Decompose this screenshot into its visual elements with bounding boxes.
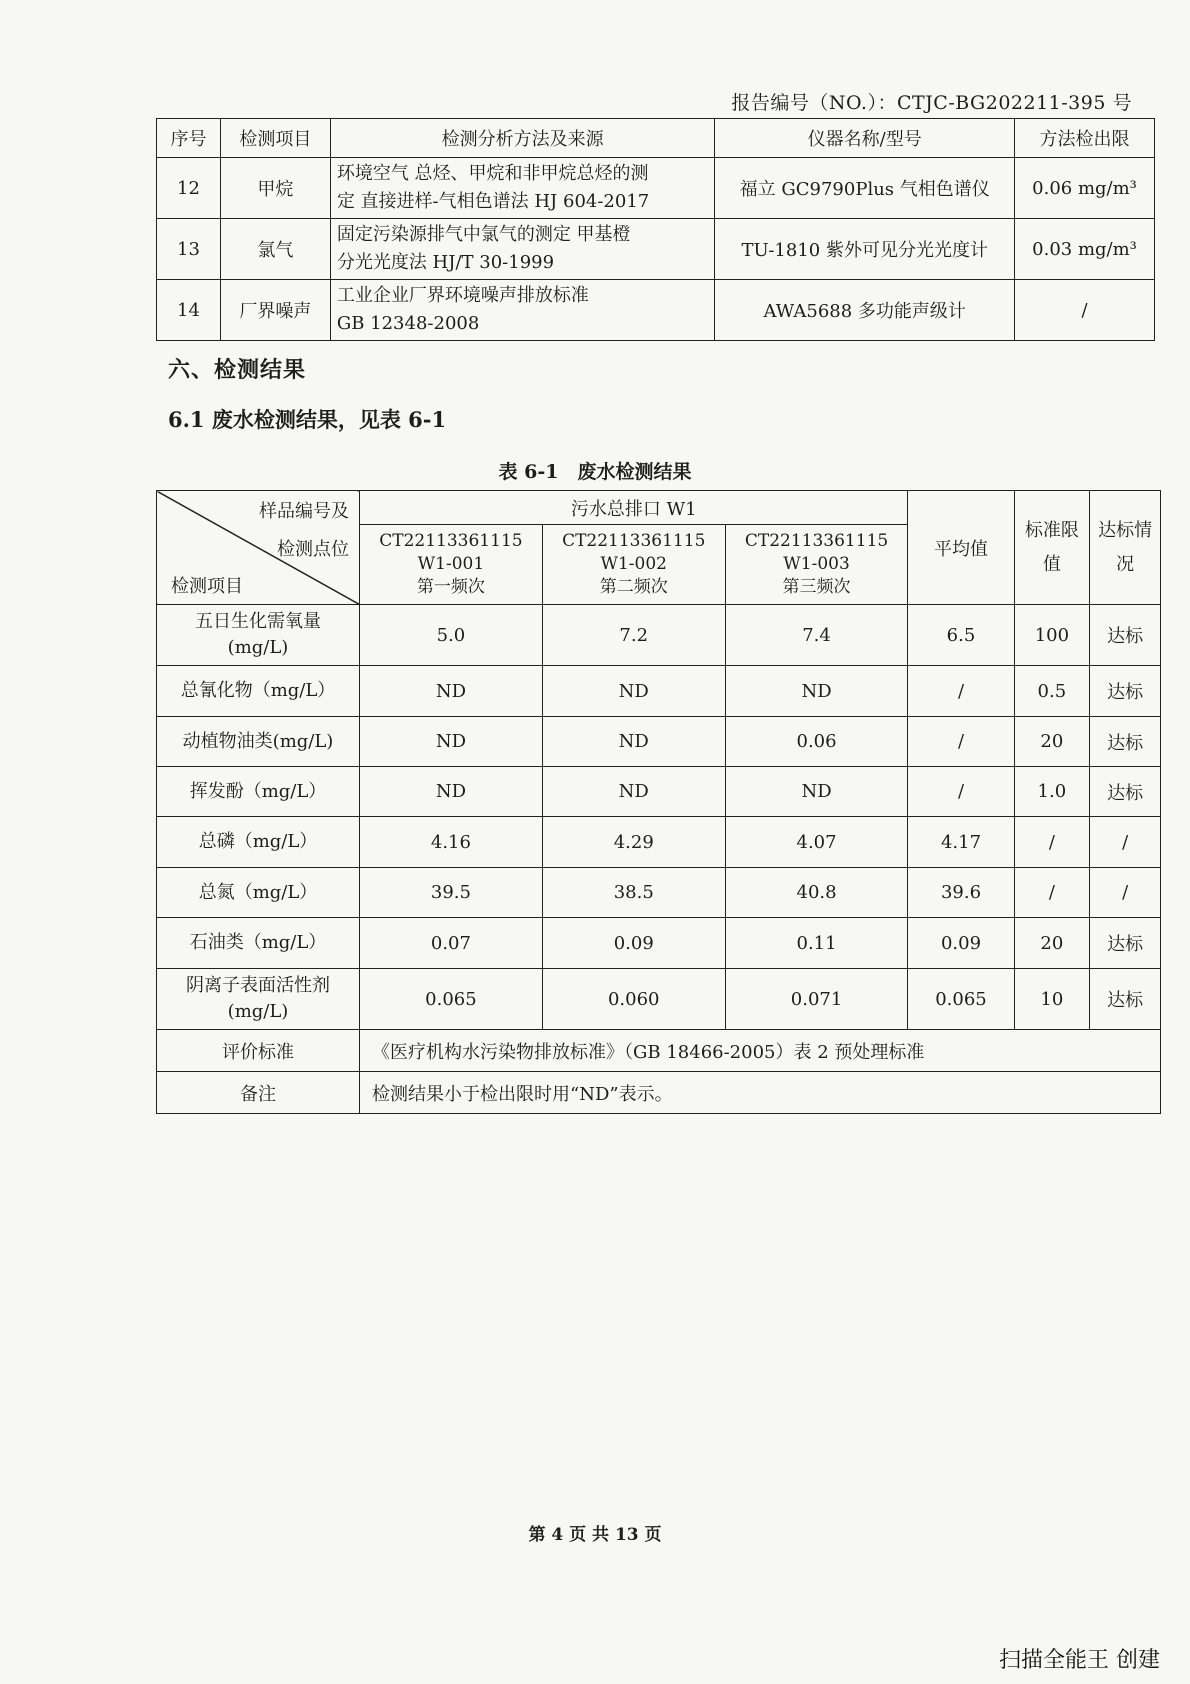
- table-row: [157, 280, 1155, 341]
- row-instrument: AWA5688 多功能声级计: [715, 280, 1015, 341]
- row-std: 10: [1014, 969, 1090, 1030]
- table-row: [157, 969, 1161, 1030]
- diag-top-label: 样品编号及: [259, 501, 350, 522]
- row-pass: 达标: [1090, 969, 1161, 1030]
- eval-label: 评价标准: [157, 1030, 360, 1072]
- header-instrument: 仪器名称/型号: [715, 119, 1015, 158]
- row-std: /: [1014, 817, 1090, 868]
- table-caption: 表 6-1 废水检测结果: [498, 461, 692, 483]
- row-pass: 达标: [1090, 767, 1161, 817]
- row-value: 5.0: [360, 605, 543, 666]
- result-header-row: [157, 491, 1161, 525]
- row-item: 五日生化需氧量 (mg/L): [157, 605, 360, 666]
- pass-header: 达标情况: [1090, 491, 1161, 605]
- row-value: 7.2: [542, 605, 725, 666]
- table-row: [157, 605, 1161, 666]
- row-value: 4.16: [360, 817, 543, 868]
- method-table-header: [157, 119, 1155, 158]
- row-method: 环境空气 总烃、甲烷和非甲烷总烃的测 定 直接进样-气相色谱法 HJ 604-2017: [330, 158, 715, 219]
- location-header: 污水总排口 W1: [360, 491, 908, 525]
- row-avg: 4.17: [908, 817, 1014, 868]
- row-value: ND: [542, 666, 725, 717]
- avg-header: 平均值: [908, 491, 1014, 605]
- section-title: 六、检测结果: [168, 357, 307, 383]
- row-value: 0.06: [725, 717, 908, 767]
- std-header: 标准限值: [1014, 491, 1090, 605]
- row-avg: /: [908, 666, 1014, 717]
- report-number: 报告编号（NO.）：CTJC-BG202211-395 号: [731, 92, 1132, 114]
- row-item: 挥发酚（mg/L）: [157, 767, 360, 817]
- row-item: 总氮（mg/L）: [157, 868, 360, 918]
- row-value: ND: [360, 717, 543, 767]
- row-item: 甲烷: [220, 158, 330, 219]
- row-value: 0.071: [725, 969, 908, 1030]
- row-value: 0.060: [542, 969, 725, 1030]
- row-method: 固定污染源排气中氯气的测定 甲基橙 分光光度法 HJ/T 30-1999: [330, 219, 715, 280]
- row-value: 0.09: [542, 918, 725, 969]
- table-row: [157, 918, 1161, 969]
- table-row: [157, 717, 1161, 767]
- row-method: 工业企业厂界环境噪声排放标准 GB 12348-2008: [330, 280, 715, 341]
- evaluation-row: [157, 1030, 1161, 1072]
- header-item: 检测项目: [220, 119, 330, 158]
- row-value: 38.5: [542, 868, 725, 918]
- diag-mid-label: 检测点位: [277, 539, 350, 560]
- row-item: 阴离子表面活性剂 (mg/L): [157, 969, 360, 1030]
- table-row: [157, 219, 1155, 280]
- row-item: 氯气: [220, 219, 330, 280]
- row-item: 动植物油类(mg/L): [157, 717, 360, 767]
- row-pass: 达标: [1090, 918, 1161, 969]
- row-item: 厂界噪声: [220, 280, 330, 341]
- row-std: 20: [1014, 918, 1090, 969]
- sample-header: CT22113361115 W1-002 第二频次: [542, 525, 725, 605]
- row-value: 39.5: [360, 868, 543, 918]
- diagonal-header-cell: [157, 491, 360, 605]
- row-value: 0.07: [360, 918, 543, 969]
- row-value: 7.4: [725, 605, 908, 666]
- row-pass: 达标: [1090, 717, 1161, 767]
- header-limit: 方法检出限: [1015, 119, 1155, 158]
- row-no: 12: [157, 158, 221, 219]
- note-value: 检测结果小于检出限时用“ND”表示。: [360, 1072, 1161, 1114]
- row-pass: /: [1090, 868, 1161, 918]
- note-label: 备注: [157, 1072, 360, 1114]
- row-avg: 39.6: [908, 868, 1014, 918]
- page-number: 第 4 页 共 13 页: [528, 1525, 662, 1545]
- row-value: 4.29: [542, 817, 725, 868]
- table-row: [157, 817, 1161, 868]
- row-avg: 0.065: [908, 969, 1014, 1030]
- method-table: [156, 118, 1155, 341]
- row-instrument: TU-1810 紫外可见分光光度计: [715, 219, 1015, 280]
- table-row: [157, 868, 1161, 918]
- table-row: [157, 158, 1155, 219]
- diag-bottom-label: 检测项目: [171, 576, 243, 597]
- row-value: ND: [542, 717, 725, 767]
- wastewater-result-table: [156, 490, 1161, 1114]
- row-limit: 0.03 mg/m³: [1015, 219, 1155, 280]
- row-limit: 0.06 mg/m³: [1015, 158, 1155, 219]
- row-value: ND: [725, 767, 908, 817]
- row-avg: /: [908, 717, 1014, 767]
- scanner-watermark: 扫描全能王 创建: [999, 1648, 1160, 1673]
- eval-value: 《医疗机构水污染物排放标准》（GB 18466-2005）表 2 预处理标准: [360, 1030, 1161, 1072]
- header-method: 检测分析方法及来源: [330, 119, 715, 158]
- table-row: [157, 666, 1161, 717]
- header-no: 序号: [157, 119, 221, 158]
- row-value: ND: [542, 767, 725, 817]
- row-pass: 达标: [1090, 666, 1161, 717]
- row-value: 0.11: [725, 918, 908, 969]
- row-std: /: [1014, 868, 1090, 918]
- row-value: 0.065: [360, 969, 543, 1030]
- row-std: 0.5: [1014, 666, 1090, 717]
- sample-header: CT22113361115 W1-001 第一频次: [360, 525, 543, 605]
- row-instrument: 福立 GC9790Plus 气相色谱仪: [715, 158, 1015, 219]
- sample-header: CT22113361115 W1-003 第三频次: [725, 525, 908, 605]
- row-avg: 6.5: [908, 605, 1014, 666]
- row-value: 4.07: [725, 817, 908, 868]
- row-limit: /: [1015, 280, 1155, 341]
- row-no: 13: [157, 219, 221, 280]
- row-value: ND: [725, 666, 908, 717]
- table-row: [157, 767, 1161, 817]
- row-item: 总氰化物（mg/L）: [157, 666, 360, 717]
- row-value: 40.8: [725, 868, 908, 918]
- row-pass: /: [1090, 817, 1161, 868]
- section-subtitle: 6.1 废水检测结果，见表 6-1: [168, 407, 447, 432]
- note-row: [157, 1072, 1161, 1114]
- row-item: 石油类（mg/L）: [157, 918, 360, 969]
- row-std: 1.0: [1014, 767, 1090, 817]
- row-std: 20: [1014, 717, 1090, 767]
- row-value: ND: [360, 767, 543, 817]
- row-item: 总磷（mg/L）: [157, 817, 360, 868]
- row-avg: 0.09: [908, 918, 1014, 969]
- row-pass: 达标: [1090, 605, 1161, 666]
- row-value: ND: [360, 666, 543, 717]
- row-no: 14: [157, 280, 221, 341]
- row-avg: /: [908, 767, 1014, 817]
- row-std: 100: [1014, 605, 1090, 666]
